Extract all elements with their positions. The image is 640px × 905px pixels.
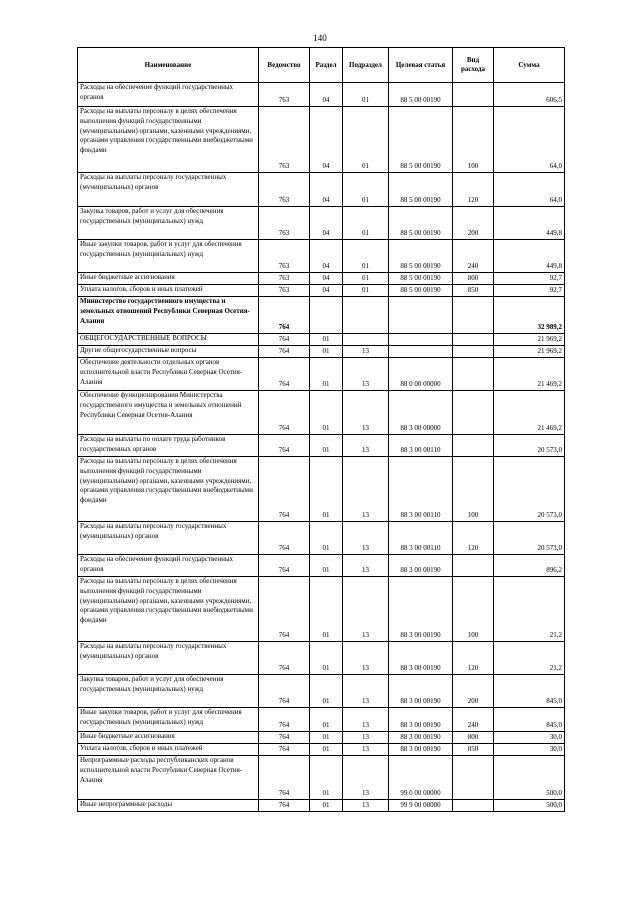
row-statya: 88 5 00 00190 bbox=[389, 107, 453, 173]
row-podrazdel: 01 bbox=[343, 207, 389, 240]
row-summa: 92,7 bbox=[494, 273, 565, 285]
row-vedomstvo: 764 bbox=[259, 522, 310, 555]
row-podrazdel: 13 bbox=[343, 522, 389, 555]
table-row bbox=[78, 285, 565, 297]
row-podrazdel: 13 bbox=[343, 457, 389, 522]
row-vid: 200 bbox=[453, 207, 494, 240]
table-row bbox=[78, 173, 565, 207]
row-statya: 88 5 00 00190 bbox=[389, 173, 453, 207]
row-vedomstvo: 764 bbox=[259, 457, 310, 522]
row-name: Обеспечение деятельности отдельных органов исполнительной власти Республики Северная Осетия-Алания bbox=[78, 358, 259, 391]
row-name: Расходы на выплаты персоналу государственных (муниципальных) органов bbox=[78, 522, 259, 555]
row-statya: 88 3 00 00190 bbox=[389, 708, 453, 732]
row-name: Уплата налогов, сборов и иных платежей bbox=[78, 744, 259, 756]
row-razdel: 01 bbox=[310, 642, 343, 675]
row-razdel: 01 bbox=[310, 756, 343, 800]
row-razdel: 01 bbox=[310, 577, 343, 642]
row-vid: 200 bbox=[453, 675, 494, 708]
row-name: Расходы на выплаты персоналу в целях обеспечения выполнения функций государственными (муниципальными) органами, казенными учреждениями, органами управления государственными внебюджетными фондами bbox=[78, 577, 259, 642]
row-podrazdel: 13 bbox=[343, 577, 389, 642]
budget-table bbox=[77, 47, 565, 812]
row-vid: 100 bbox=[453, 457, 494, 522]
row-vedomstvo: 764 bbox=[259, 577, 310, 642]
row-podrazdel: 13 bbox=[343, 708, 389, 732]
row-summa: 449,8 bbox=[494, 240, 565, 273]
row-vid: 120 bbox=[453, 522, 494, 555]
row-vedomstvo: 764 bbox=[259, 391, 310, 435]
row-razdel: 04 bbox=[310, 83, 343, 107]
row-vid: 100 bbox=[453, 107, 494, 173]
row-summa: 32 989,2 bbox=[494, 297, 565, 334]
row-razdel: 01 bbox=[310, 708, 343, 732]
row-vid bbox=[453, 346, 494, 358]
row-podrazdel: 01 bbox=[343, 83, 389, 107]
row-statya: 88 5 00 00190 bbox=[389, 240, 453, 273]
row-name: Расходы на обеспечение функций государственных органов bbox=[78, 83, 259, 107]
row-summa: 20 573,0 bbox=[494, 435, 565, 457]
row-statya: 88 3 00 00190 bbox=[389, 555, 453, 577]
row-vedomstvo: 763 bbox=[259, 285, 310, 297]
row-name: Обеспечение функционирования Министерства государственного имущества и земельных отношений Республики Северная Осетия-Алания bbox=[78, 391, 259, 435]
row-statya: 88 3 00 00190 bbox=[389, 744, 453, 756]
row-vid bbox=[453, 435, 494, 457]
table-row bbox=[78, 273, 565, 285]
row-podrazdel: 01 bbox=[343, 107, 389, 173]
row-summa: 21 469,2 bbox=[494, 358, 565, 391]
row-razdel: 04 bbox=[310, 173, 343, 207]
row-vedomstvo: 763 bbox=[259, 173, 310, 207]
header-name: Наименование bbox=[78, 48, 259, 83]
row-statya: 88 5 00 00190 bbox=[389, 207, 453, 240]
row-vid: 100 bbox=[453, 577, 494, 642]
row-statya: 88 3 00 00000 bbox=[389, 391, 453, 435]
row-podrazdel: 13 bbox=[343, 800, 389, 812]
row-vid: 240 bbox=[453, 708, 494, 732]
row-vedomstvo: 764 bbox=[259, 732, 310, 744]
page-number: 140 bbox=[313, 33, 327, 43]
row-razdel: 01 bbox=[310, 522, 343, 555]
row-vedomstvo: 764 bbox=[259, 744, 310, 756]
table-row bbox=[78, 744, 565, 756]
table-row bbox=[78, 240, 565, 273]
row-statya: 88 3 00 00110 bbox=[389, 435, 453, 457]
row-vid: 850 bbox=[453, 744, 494, 756]
table-row bbox=[78, 457, 565, 522]
row-summa: 64,0 bbox=[494, 173, 565, 207]
row-razdel: 04 bbox=[310, 207, 343, 240]
row-name: Расходы на выплаты по оплате труда работников государственных органов bbox=[78, 435, 259, 457]
table-body bbox=[78, 83, 565, 812]
table-row bbox=[78, 391, 565, 435]
row-podrazdel: 13 bbox=[343, 675, 389, 708]
row-summa: 606,5 bbox=[494, 83, 565, 107]
row-razdel: 01 bbox=[310, 334, 343, 346]
table-row bbox=[78, 675, 565, 708]
row-podrazdel: 01 bbox=[343, 285, 389, 297]
row-vedomstvo: 764 bbox=[259, 800, 310, 812]
row-vid: 800 bbox=[453, 273, 494, 285]
row-podrazdel: 13 bbox=[343, 732, 389, 744]
row-name: Расходы на обеспечение функций государственных органов bbox=[78, 555, 259, 577]
row-name: Иные закупки товаров, работ и услуг для обеспечения государственных (муниципальных) нужд bbox=[78, 708, 259, 732]
row-razdel: 04 bbox=[310, 107, 343, 173]
row-name: Расходы на выплаты персоналу в целях обеспечения выполнения функций государственными (муниципальными) органами, казенными учреждениями, органами управления государственными внебюджетными фондами bbox=[78, 457, 259, 522]
row-razdel: 01 bbox=[310, 800, 343, 812]
row-razdel: 01 bbox=[310, 555, 343, 577]
row-summa: 21,2 bbox=[494, 642, 565, 675]
row-summa: 845,0 bbox=[494, 708, 565, 732]
table-row bbox=[78, 207, 565, 240]
row-statya: 88 5 00 00190 bbox=[389, 273, 453, 285]
row-summa: 21 969,2 bbox=[494, 334, 565, 346]
row-razdel: 01 bbox=[310, 457, 343, 522]
row-name: Иные бюджетные ассигнования bbox=[78, 273, 259, 285]
row-podrazdel: 13 bbox=[343, 346, 389, 358]
row-summa: 21 469,2 bbox=[494, 391, 565, 435]
row-statya: 88 3 00 00190 bbox=[389, 577, 453, 642]
row-razdel: 04 bbox=[310, 285, 343, 297]
row-name: Закупка товаров, работ и услуг для обеспечения государственных (муниципальных) нужд bbox=[78, 675, 259, 708]
table-row bbox=[78, 522, 565, 555]
table-row bbox=[78, 555, 565, 577]
row-vid bbox=[453, 756, 494, 800]
row-name: Иные непрограммные расходы bbox=[78, 800, 259, 812]
row-vid bbox=[453, 334, 494, 346]
row-statya: 88 3 00 00110 bbox=[389, 457, 453, 522]
table-row bbox=[78, 83, 565, 107]
header-vedomstvo: Ведомство bbox=[259, 48, 310, 83]
row-razdel: 01 bbox=[310, 435, 343, 457]
row-statya bbox=[389, 346, 453, 358]
table-row bbox=[78, 435, 565, 457]
row-razdel: 01 bbox=[310, 358, 343, 391]
row-vedomstvo: 764 bbox=[259, 708, 310, 732]
table-header-row bbox=[78, 48, 565, 83]
row-name: Расходы на выплаты персоналу государственных (муниципальных) органов bbox=[78, 173, 259, 207]
row-vedomstvo: 764 bbox=[259, 435, 310, 457]
row-vid bbox=[453, 297, 494, 334]
header-razdel: Раздел bbox=[310, 48, 343, 83]
row-summa: 30,0 bbox=[494, 744, 565, 756]
row-vedomstvo: 763 bbox=[259, 273, 310, 285]
row-vedomstvo: 763 bbox=[259, 240, 310, 273]
row-statya bbox=[389, 334, 453, 346]
row-podrazdel: 01 bbox=[343, 240, 389, 273]
row-summa: 64,0 bbox=[494, 107, 565, 173]
row-vedomstvo: 764 bbox=[259, 756, 310, 800]
row-name: Министерство государственного имущества и земельных отношений Республики Северная Осетия-Алания bbox=[78, 297, 259, 334]
table-row bbox=[78, 107, 565, 173]
row-statya: 99 9 00 00000 bbox=[389, 800, 453, 812]
row-name: Закупка товаров, работ и услуг для обеспечения государственных (муниципальных) нужд bbox=[78, 207, 259, 240]
row-podrazdel: 01 bbox=[343, 173, 389, 207]
row-podrazdel bbox=[343, 334, 389, 346]
row-vid: 120 bbox=[453, 173, 494, 207]
table-row bbox=[78, 346, 565, 358]
row-summa: 20 573,0 bbox=[494, 457, 565, 522]
row-name: Уплата налогов, сборов и иных платежей bbox=[78, 285, 259, 297]
row-razdel: 01 bbox=[310, 391, 343, 435]
row-razdel: 01 bbox=[310, 346, 343, 358]
row-podrazdel: 13 bbox=[343, 391, 389, 435]
row-statya: 99 0 00 00000 bbox=[389, 756, 453, 800]
row-vedomstvo: 764 bbox=[259, 346, 310, 358]
table-row bbox=[78, 297, 565, 334]
row-podrazdel: 13 bbox=[343, 756, 389, 800]
row-summa: 30,0 bbox=[494, 732, 565, 744]
row-statya: 88 3 00 00190 bbox=[389, 675, 453, 708]
row-summa: 896,2 bbox=[494, 555, 565, 577]
row-razdel bbox=[310, 297, 343, 334]
row-summa: 449,8 bbox=[494, 207, 565, 240]
row-summa: 500,0 bbox=[494, 800, 565, 812]
row-statya: 88 3 00 00110 bbox=[389, 522, 453, 555]
row-vid: 120 bbox=[453, 642, 494, 675]
row-vedomstvo: 764 bbox=[259, 675, 310, 708]
header-summa: Сумма bbox=[494, 48, 565, 83]
header-statya: Целевая статья bbox=[389, 48, 453, 83]
row-vedomstvo: 764 bbox=[259, 358, 310, 391]
row-statya bbox=[389, 297, 453, 334]
row-name: ОБЩЕГОСУДАРСТВЕННЫЕ ВОПРОСЫ bbox=[78, 334, 259, 346]
row-name: Расходы на выплаты персоналу в целях обеспечения выполнения функций государственными (муниципальными) органами, казенными учреждениями, органами управления государственными внебюджетными фондами bbox=[78, 107, 259, 173]
row-summa: 20 573,0 bbox=[494, 522, 565, 555]
row-podrazdel: 13 bbox=[343, 358, 389, 391]
row-statya: 88 3 00 00190 bbox=[389, 732, 453, 744]
row-summa: 21 969,2 bbox=[494, 346, 565, 358]
row-name: Непрограммные расходы республиканских органов исполнительной власти Республики Северная Осетия-Алания bbox=[78, 756, 259, 800]
table-row bbox=[78, 756, 565, 800]
row-vedomstvo: 764 bbox=[259, 642, 310, 675]
row-vid bbox=[453, 800, 494, 812]
table-row bbox=[78, 334, 565, 346]
row-podrazdel: 13 bbox=[343, 744, 389, 756]
row-statya: 88 5 00 00190 bbox=[389, 83, 453, 107]
row-vedomstvo: 764 bbox=[259, 297, 310, 334]
row-vid: 850 bbox=[453, 285, 494, 297]
row-name: Расходы на выплаты персоналу государственных (муниципальных) органов bbox=[78, 642, 259, 675]
header-podrazdel: Подраздел bbox=[343, 48, 389, 83]
row-statya: 88 3 00 00190 bbox=[389, 642, 453, 675]
row-razdel: 01 bbox=[310, 675, 343, 708]
row-vedomstvo: 764 bbox=[259, 334, 310, 346]
row-summa: 92,7 bbox=[494, 285, 565, 297]
row-vid bbox=[453, 555, 494, 577]
row-vid bbox=[453, 358, 494, 391]
row-razdel: 04 bbox=[310, 240, 343, 273]
row-vid: 800 bbox=[453, 732, 494, 744]
row-razdel: 04 bbox=[310, 273, 343, 285]
table-row bbox=[78, 708, 565, 732]
row-name: Иные закупки товаров, работ и услуг для обеспечения государственных (муниципальных) нужд bbox=[78, 240, 259, 273]
row-summa: 500,0 bbox=[494, 756, 565, 800]
row-vid: 240 bbox=[453, 240, 494, 273]
table-row bbox=[78, 800, 565, 812]
row-name: Другие общегосударственные вопросы bbox=[78, 346, 259, 358]
row-razdel: 01 bbox=[310, 744, 343, 756]
row-summa: 845,0 bbox=[494, 675, 565, 708]
row-vedomstvo: 763 bbox=[259, 83, 310, 107]
row-vedomstvo: 763 bbox=[259, 207, 310, 240]
row-podrazdel: 13 bbox=[343, 555, 389, 577]
row-podrazdel: 01 bbox=[343, 273, 389, 285]
row-podrazdel: 13 bbox=[343, 435, 389, 457]
row-summa: 21,2 bbox=[494, 577, 565, 642]
row-statya: 88 5 00 00190 bbox=[389, 285, 453, 297]
table-row bbox=[78, 642, 565, 675]
row-podrazdel bbox=[343, 297, 389, 334]
header-vid: Вид расхода bbox=[453, 48, 494, 83]
table-row bbox=[78, 577, 565, 642]
row-razdel: 01 bbox=[310, 732, 343, 744]
row-vedomstvo: 763 bbox=[259, 107, 310, 173]
row-vedomstvo: 764 bbox=[259, 555, 310, 577]
row-vid bbox=[453, 83, 494, 107]
row-vid bbox=[453, 391, 494, 435]
table-row bbox=[78, 358, 565, 391]
row-podrazdel: 13 bbox=[343, 642, 389, 675]
row-statya: 88 0 00 00000 bbox=[389, 358, 453, 391]
row-name: Иные бюджетные ассигнования bbox=[78, 732, 259, 744]
table-row bbox=[78, 732, 565, 744]
